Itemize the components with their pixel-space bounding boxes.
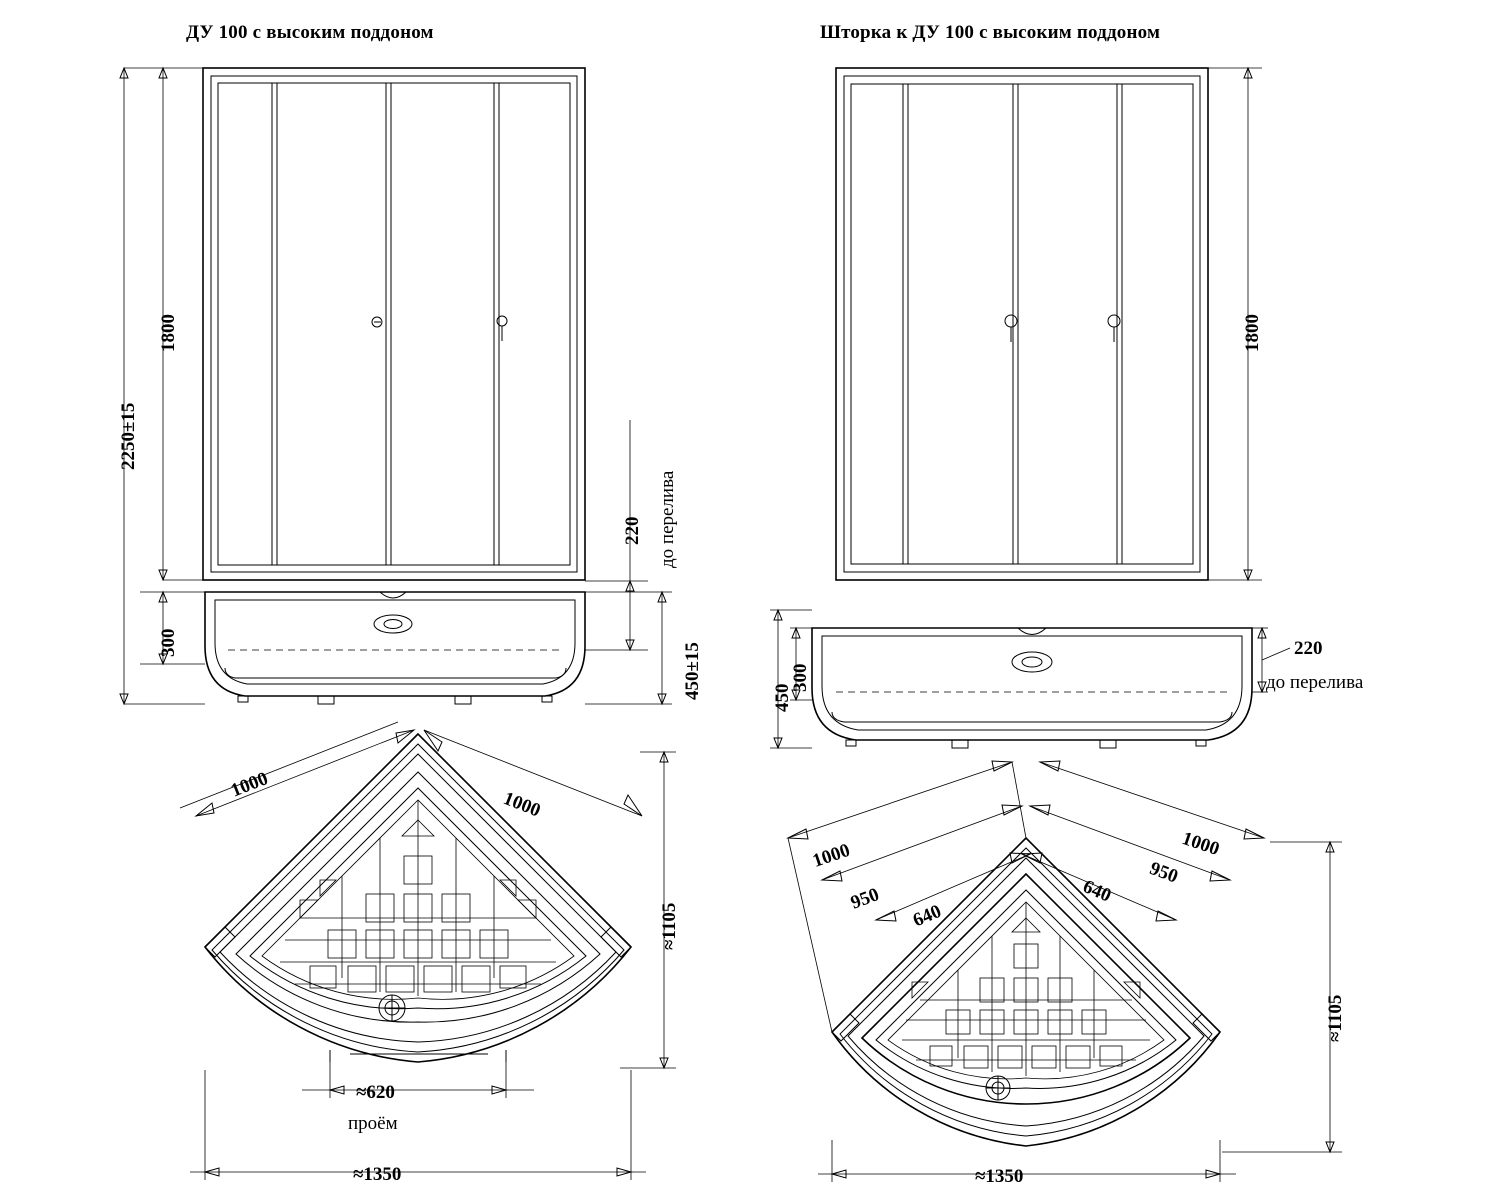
dim-plan-side-a-right: 1000	[810, 839, 853, 872]
dim-tray-total-left: 450±15	[682, 642, 703, 700]
dim-overflow-left: 220	[622, 516, 643, 545]
dim-plan-inner-a-right: 950	[848, 884, 883, 914]
title-left: ДУ 100 с высоким поддоном	[186, 22, 434, 43]
dim-plan-diagonal-left: ≈1105	[659, 902, 680, 950]
dim-plan-side-a-left: 1000	[228, 768, 272, 802]
dim-plan-glass-b-right: 640	[1079, 876, 1115, 907]
dim-tray-height-right: 300	[790, 663, 811, 692]
dim-overflow-right: 220	[1294, 638, 1323, 659]
dim-plan-diagonal-right: ≈1105	[1325, 994, 1346, 1042]
dim-tray-height-left: 300	[158, 628, 179, 657]
dim-tray-total-right: 450	[772, 683, 793, 712]
dim-plan-inner-b-right: 950	[1146, 858, 1181, 888]
dim-cabin-height-right: 1800	[1242, 314, 1263, 352]
label-overflow-right: до перелива	[1266, 672, 1364, 693]
dim-plan-width-left: ≈1350	[353, 1164, 402, 1185]
label-overflow-left: до перелива	[657, 470, 678, 568]
title-right: Шторка к ДУ 100 с высоким поддоном	[820, 22, 1161, 43]
dim-plan-side-b-left: 1000	[500, 788, 544, 822]
dim-plan-width-right: ≈1350	[975, 1166, 1024, 1187]
dim-total-height-left: 2250±15	[118, 402, 139, 470]
dim-opening-left: ≈620	[356, 1082, 395, 1103]
label-opening-left: проём	[348, 1113, 398, 1134]
dim-plan-side-b-right: 1000	[1179, 828, 1222, 861]
dim-cabin-height-left: 1800	[158, 314, 179, 352]
dim-plan-glass-a-right: 640	[910, 900, 945, 932]
